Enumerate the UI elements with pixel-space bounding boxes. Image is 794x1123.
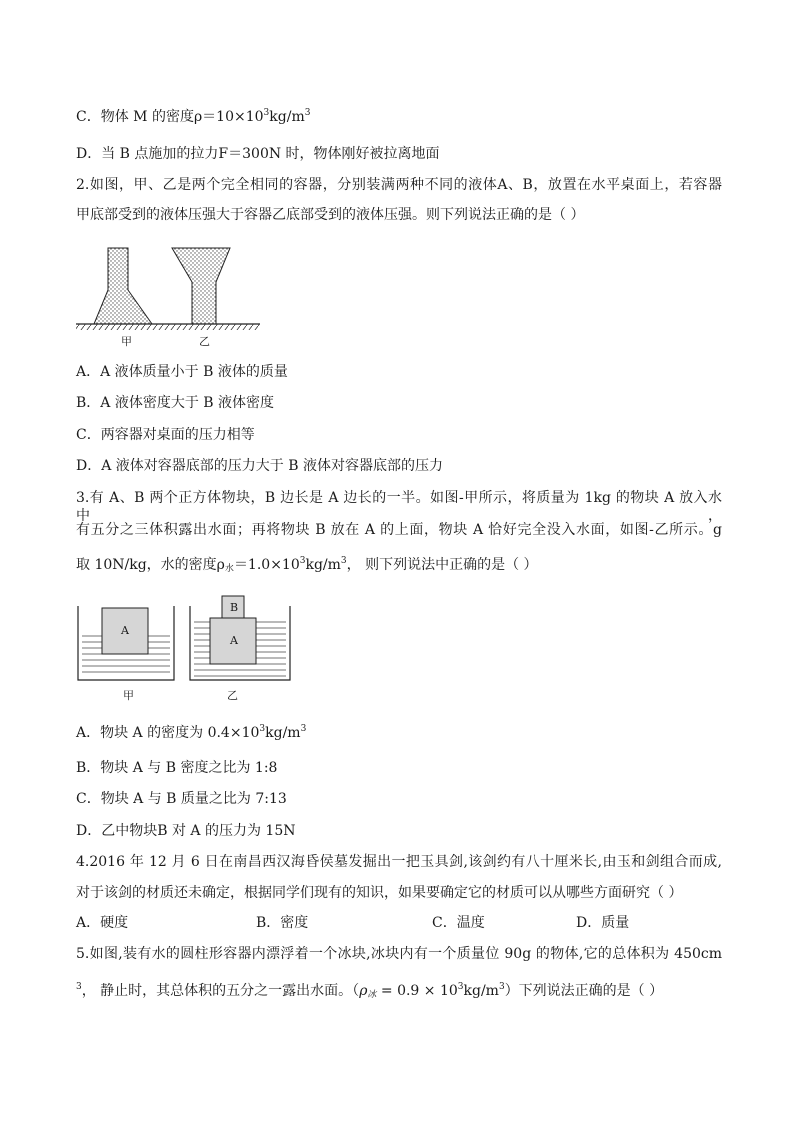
q3-line3-prefix: 取 10N/kg，水的密度ρ (76, 557, 225, 573)
q1-option-c-text: C．物体 M 的密度ρ＝10×10 (76, 109, 264, 125)
q3-label-jia: 甲 (123, 689, 134, 702)
q5-line2-suffix: ）下列说法正确的是（ ） (504, 983, 664, 999)
q2-figure-containers (72, 238, 268, 350)
q4-option-a: A．硬度 (76, 915, 129, 931)
q4-stem-line2: 对于该剑的材质还未确定，根据同学们现有的知识，如果要确定它的材质可以从哪些方面研究（ ） (76, 885, 683, 901)
q4-option-c: C．温度 (432, 915, 485, 931)
q2-stem-line1: 2.如图，甲、乙是两个完全相同的容器，分别装满两种不同的液体A、B，放置在水平桌面上，若容器 (76, 177, 722, 193)
q3-option-a-unit: kg/m (265, 725, 301, 741)
q5-line2-mid: ， 静止时，其总体积的五分之一露出水面。（ (81, 983, 360, 999)
q5-stem-line1: 5.如图,装有水的圆柱形容器内漂浮着一个冰块,冰块内有一个质量位 90g 的物体,它的总体积为 450cm (76, 946, 722, 962)
q3-block-a-label-yi: A (230, 634, 238, 647)
q3-line3-sup: 3 (299, 556, 306, 566)
q2-stem-line2: 甲底部受到的液体压强大于容器乙底部受到的液体压强。则下列说法正确的是（ ） (76, 207, 585, 223)
q2-label-jia: 甲 (121, 335, 132, 348)
beaker-yi (190, 596, 290, 680)
q5-rho: ρ (359, 983, 368, 999)
q3-option-b: B．物块 A 与 B 密度之比为 1:8 (76, 760, 278, 776)
q5-stem-line2 (76, 982, 663, 1000)
q3-option-a-unit-sup: 3 (300, 724, 307, 734)
container-jia (94, 248, 152, 324)
q5-cm-sup: 3 (76, 982, 82, 992)
q3-line3-mid: ＝1.0×10 (233, 557, 300, 573)
q3-line3-sub: 水 (224, 564, 234, 574)
q2-label-yi: 乙 (199, 335, 210, 348)
q5-formula-unit-sup: 3 (498, 982, 505, 992)
q2-option-c: C．两容器对桌面的压力相等 (76, 427, 255, 443)
q1-option-d: D．当 B 点施加的拉力F＝300N 时，物体刚好被拉离地面 (76, 146, 440, 162)
q3-line3-suffix: ， 则下列说法中正确的是（ ） (346, 557, 538, 573)
q1-option-c-unit: kg/m (269, 109, 305, 125)
q3-option-a-text: A．物块 A 的密度为 0.4×10 (76, 725, 260, 741)
q5-formula (359, 983, 505, 999)
q5-rho-sub: 冰 (367, 990, 377, 1000)
q3-stem-line3 (76, 556, 538, 574)
q1-option-c-unit-sup: 3 (304, 108, 311, 118)
q3-label-yi: 乙 (227, 689, 238, 702)
q3-block-a-label-jia: A (121, 624, 129, 637)
q2-option-b: B．A 液体密度大于 B 液体密度 (76, 395, 275, 411)
q5-formula-eq: = 0.9 × 10 (376, 983, 458, 999)
q4-option-b: B．密度 (256, 915, 309, 931)
q1-option-c-sup: 3 (263, 108, 270, 118)
q3-line3-unit-sup: 3 (340, 556, 347, 566)
q5-formula-unit: kg/m (463, 983, 499, 999)
container-yi (172, 248, 230, 324)
q4-option-d: D．质量 (576, 915, 630, 931)
q3-option-a (76, 724, 306, 742)
q3-figure-blocks (74, 592, 296, 684)
q1-option-c (76, 108, 310, 126)
q2-option-a: A．A 液体质量小于 B 液体的质量 (76, 364, 288, 380)
q3-option-d: D．乙中物块B 对 A 的压力为 15N (76, 823, 296, 839)
q2-option-d: D．A 液体对容器底部的压力大于 B 液体对容器底部的压力 (76, 458, 443, 474)
q3-option-a-sup: 3 (259, 724, 266, 734)
q5-formula-sup: 3 (457, 982, 464, 992)
q4-stem-line1: 4.2016 年 12 月 6 日在南昌西汉海昏侯墓发掘出一把玉具剑,该剑约有八十厘米长,由玉和剑组合而成, (76, 854, 722, 870)
q3-option-c: C．物块 A 与 B 质量之比为 7:13 (76, 791, 287, 807)
q3-block-b-label: B (230, 601, 239, 614)
q3-stem-line2: 有五分之三体积露出水面；再将物块 B 放在 A 的上面，物块 A 恰好完全没入水面，如图-乙所示。g (76, 522, 722, 538)
beaker-jia (78, 606, 174, 680)
q3-stem-line1: 3.有 A、B 两个正方体物块，B 边长是 A 边长的一半。如图-甲所示，将质量为 1kg 的物块 A 放入水中， (76, 490, 722, 524)
q3-line3-unit: kg/m (305, 557, 341, 573)
